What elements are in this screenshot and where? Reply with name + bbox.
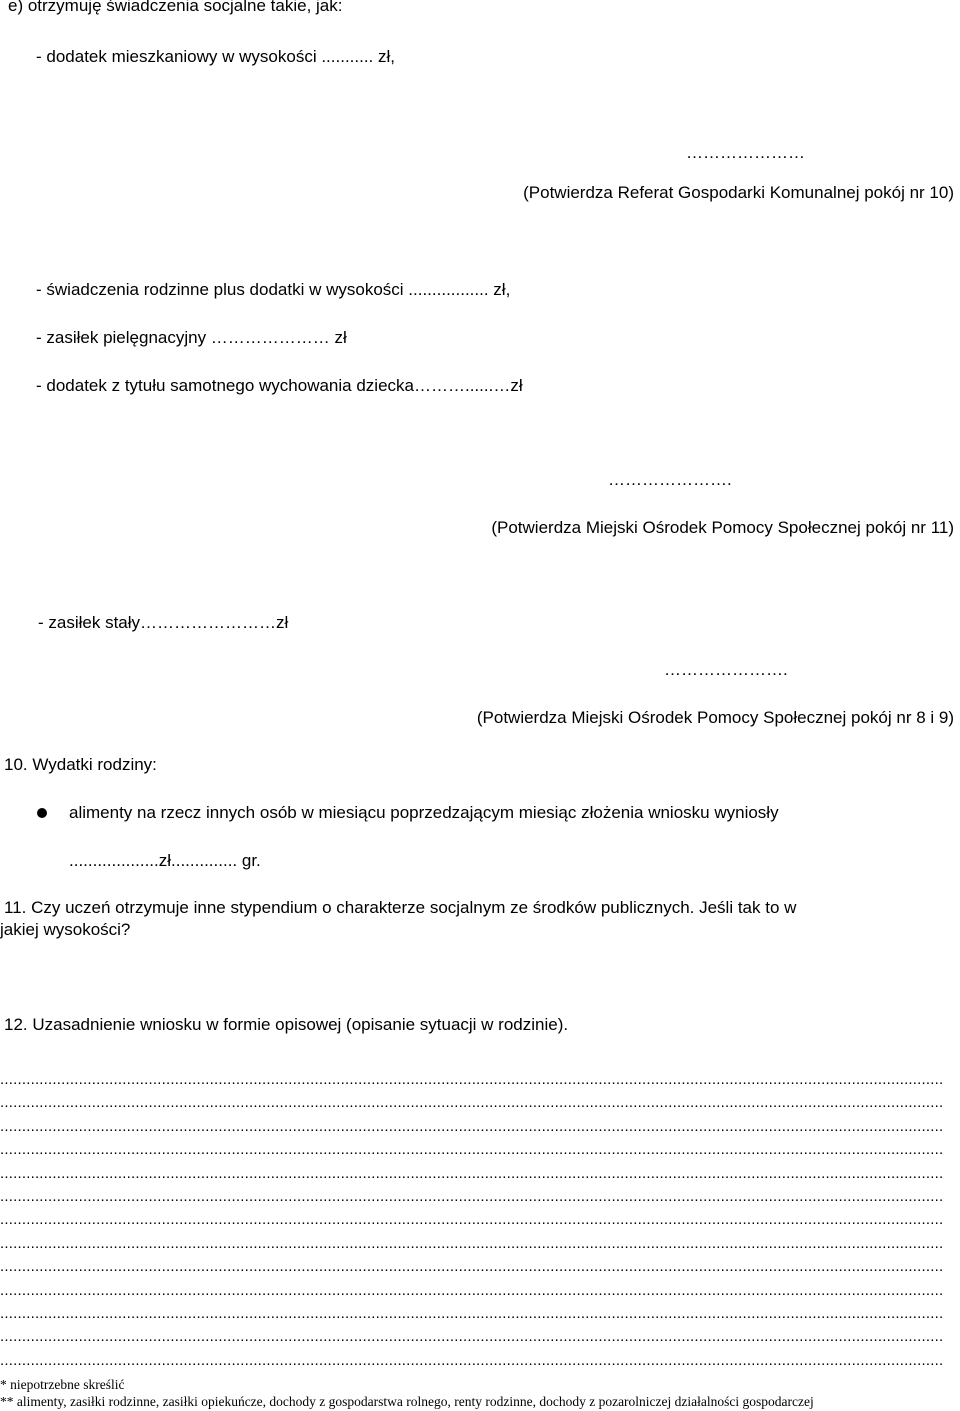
- dot-line: ........................................................................................................................................................................................................................: [0, 1258, 944, 1276]
- mops-signature-line-1: ………………….: [608, 470, 732, 489]
- dot-line: ........................................................................................................................................................................................................................: [0, 1141, 944, 1159]
- dot-line: ........................................................................................................................................................................................................................: [0, 1211, 944, 1229]
- dot-line: ........................................................................................................................................................................................................................: [0, 1234, 944, 1252]
- dot-line: ........................................................................................................................................................................................................................: [0, 1281, 944, 1299]
- alimony-text: alimenty na rzecz innych osób w miesiącu poprzedzającym miesiąc złożenia wniosku wyniosły: [69, 803, 779, 822]
- permanent-allowance-line: - zasiłek stały……………………zł: [38, 613, 289, 632]
- section-11-question: 11. Czy uczeń otrzymuje inne stypendium o charakterze socjalnym ze środków publicznych. Jeśli tak to w: [4, 898, 797, 917]
- dot-line: ........................................................................................................................................................................................................................: [0, 1351, 944, 1369]
- justification-dot-lines: [0, 1068, 960, 1372]
- section-10-heading: 10. Wydatki rodziny:: [4, 755, 157, 774]
- dot-line: ........................................................................................................................................................................................................................: [0, 1071, 944, 1088]
- mops-signature-line-2: ………………….: [664, 660, 788, 679]
- dot-line: ........................................................................................................................................................................................................................: [0, 1094, 944, 1112]
- section-12-heading: 12. Uzasadnienie wniosku w formie opisowej (opisanie sytuacji w rodzinie).: [4, 1015, 569, 1034]
- housing-allowance-line: - dodatek mieszkaniowy w wysokości ........... zł,: [36, 47, 396, 66]
- mops-confirm-note-2: (Potwierdza Miejski Ośrodek Pomocy Społecznej pokój nr 8 i 9): [476, 708, 954, 727]
- dot-line: ........................................................................................................................................................................................................................: [0, 1304, 944, 1322]
- footnote-1: * niepotrzebne skreślić: [0, 1377, 125, 1392]
- bullet-icon: [37, 808, 47, 818]
- family-benefits-line: - świadczenia rodzinne plus dodatki w wysokości ................. zł,: [36, 280, 511, 299]
- footnote-2: ** alimenty, zasiłki rodzinne, zasiłki opiekuńcze, dochody z gospodarstwa rolnego, renty rodzinne, dochody z pozarolniczej działalności gospodarczej: [0, 1394, 814, 1409]
- dot-line: ........................................................................................................................................................................................................................: [0, 1328, 944, 1346]
- housing-confirm-note: (Potwierdza Referat Gospodarki Komunalnej pokój nr 10): [523, 183, 954, 202]
- section-11-question-cont: jakiej wysokości?: [0, 920, 131, 939]
- single-parent-allowance-line: - dodatek z tytułu samotnego wychowania dziecka………......…zł: [36, 376, 523, 395]
- mops-confirm-note-1: (Potwierdza Miejski Ośrodek Pomocy Społecznej pokój nr 11): [491, 518, 954, 537]
- dot-line: ........................................................................................................................................................................................................................: [0, 1164, 944, 1182]
- care-allowance-line: - zasiłek pielęgnacyjny ………………… zł: [36, 328, 347, 347]
- section-e-heading: e) otrzymuję świadczenia socjalne takie, jak:: [8, 0, 343, 15]
- dot-line: ........................................................................................................................................................................................................................: [0, 1187, 944, 1205]
- housing-signature-line: …………………: [686, 143, 805, 162]
- alimony-amount-field: ...................zł.............. gr.: [69, 851, 261, 870]
- dot-line: ........................................................................................................................................................................................................................: [0, 1117, 944, 1135]
